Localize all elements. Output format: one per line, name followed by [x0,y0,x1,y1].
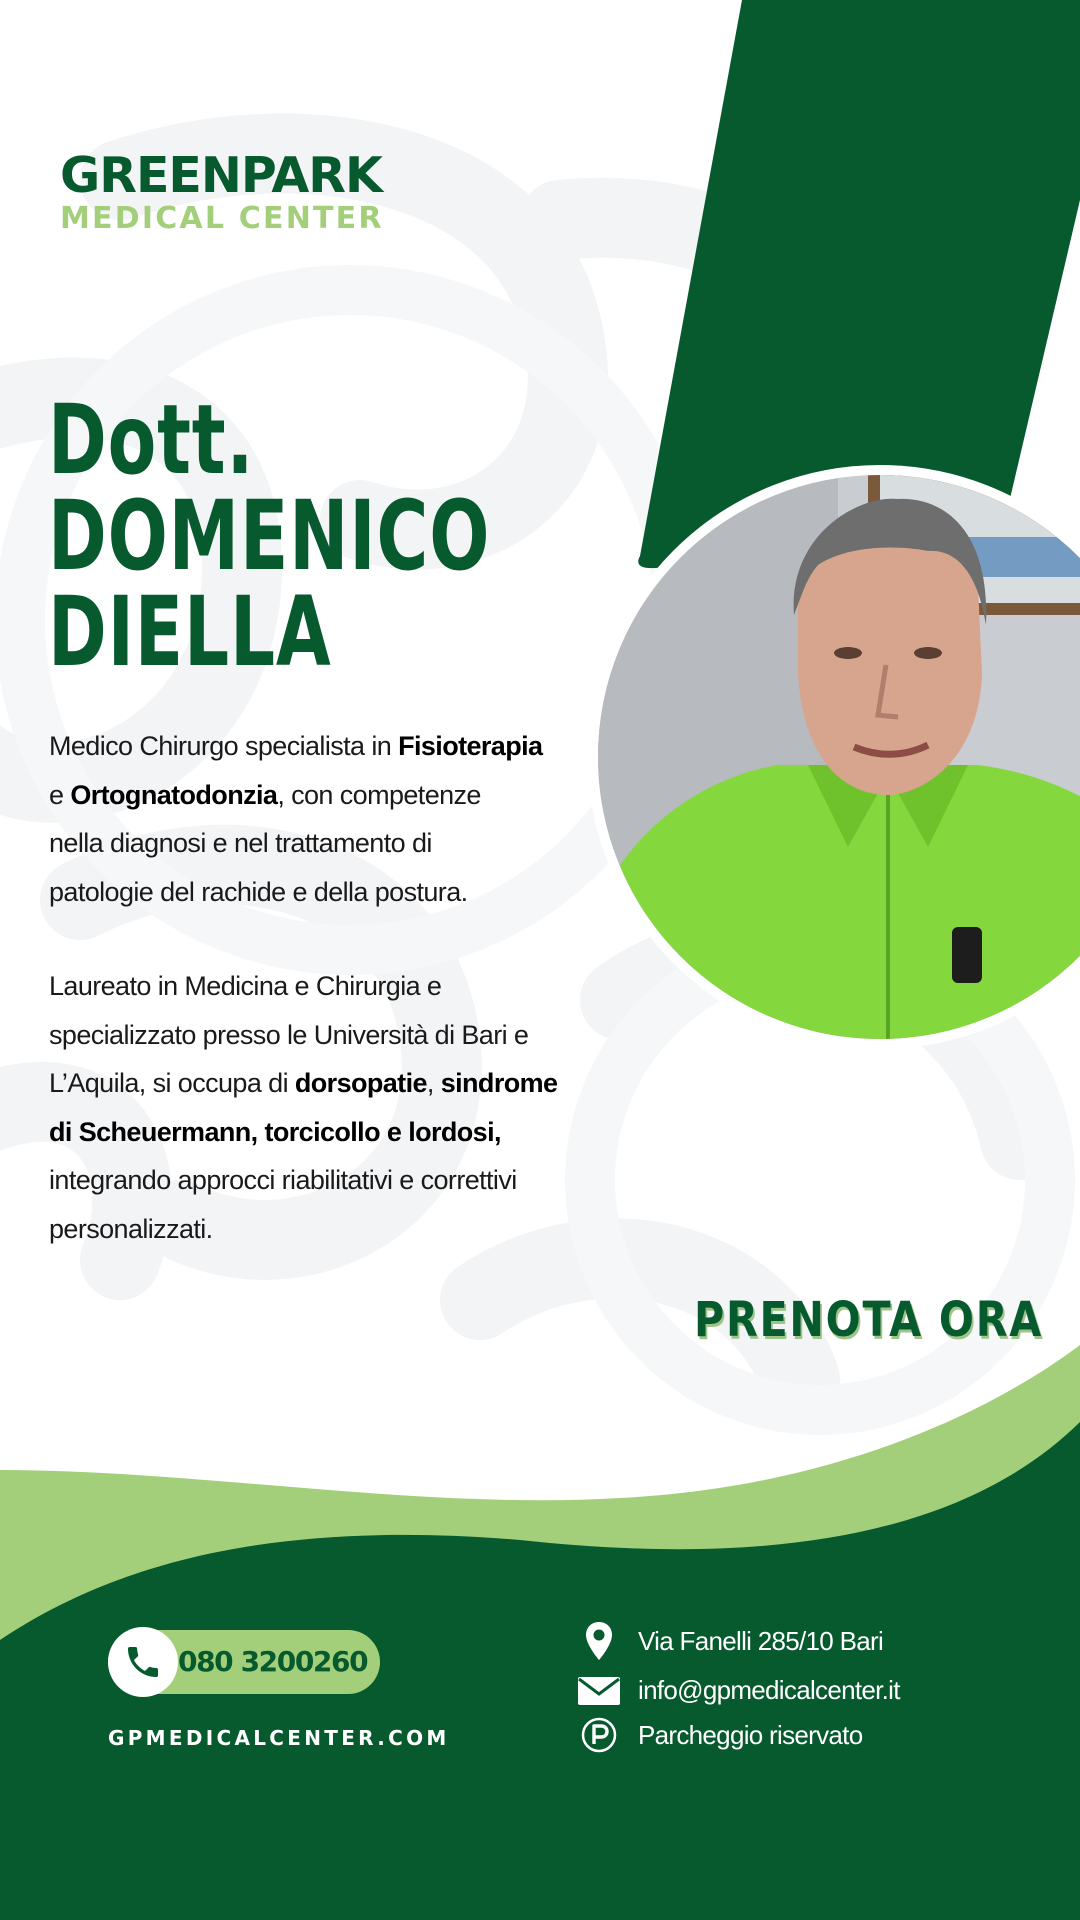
bio-text: patologie del rachide e della postura. [49,876,468,907]
bio-emphasis: Ortognatodonzia [70,779,278,810]
logo [60,147,420,236]
phone-number: 080 3200260 [178,1645,368,1678]
phone-icon [123,1642,163,1682]
bio-emphasis: di Scheuermann, torcicollo e lordosi, [49,1116,501,1147]
address-row [576,1620,1036,1662]
bio-line [49,722,609,771]
bio-text: , [426,1068,441,1098]
website-link[interactable]: GPMEDICALCENTER.COM [108,1726,450,1750]
doctor-title-line-1: Dott. [48,384,255,496]
bio-text: Medico Chirurgo specialista in [49,731,399,761]
bio-emphasis: sindrome [440,1068,558,1098]
email-text: info@gpmedicalcenter.it [638,1675,900,1705]
logo-subtitle: MEDICAL CENTER [60,201,384,236]
bio-paragraph-1 [49,722,609,916]
bio-line [49,771,609,820]
bio-text: , con competenze [277,779,481,810]
bio-line [49,1059,609,1108]
bio-text: integrando approcci riabilitativi e correttivi [49,1165,517,1195]
bio-paragraph-2 [49,962,609,1253]
bio-line [49,1205,609,1254]
email-row[interactable] [576,1669,1036,1711]
doctor-title-line-3: DIELLA [48,576,332,688]
parking-text: Parcheggio riservato [638,1720,863,1750]
bio-text: specializzato presso le Università di Bari e [49,1019,529,1050]
parking-icon [576,1714,622,1756]
address-text: Via Fanelli 285/10 Bari [638,1626,884,1656]
bio-line [49,1156,609,1205]
bio-text: Laureato in Medicina e Chirurgia e [49,971,442,1001]
doctor-title-line-2: DOMENICO [48,480,491,592]
doctor-name [48,384,608,688]
parking-row [576,1714,1036,1756]
logo-title: GREENPARK [60,147,382,204]
doctor-portrait-illustration [598,475,1080,1039]
bio-emphasis: Fisioterapia [398,731,543,761]
bio-line [49,1108,609,1157]
envelope-icon [576,1669,622,1711]
bio-line [49,962,609,1011]
phone-button[interactable] [108,1630,380,1694]
bio-line [49,819,609,868]
bio-emphasis: dorsopatie [294,1068,427,1098]
bio-text: L’Aquila, si occupa di [49,1068,295,1098]
bio-text: e [49,779,71,810]
map-pin-icon [576,1620,622,1662]
bio-line [49,1011,609,1060]
bio-text: personalizzati. [49,1213,213,1244]
phone-icon-circle [108,1627,178,1697]
bio-text: nella diagnosi e nel trattamento di [49,828,432,858]
bio-line [49,868,609,917]
book-now-button[interactable]: PRENOTA ORA [694,1292,1043,1348]
